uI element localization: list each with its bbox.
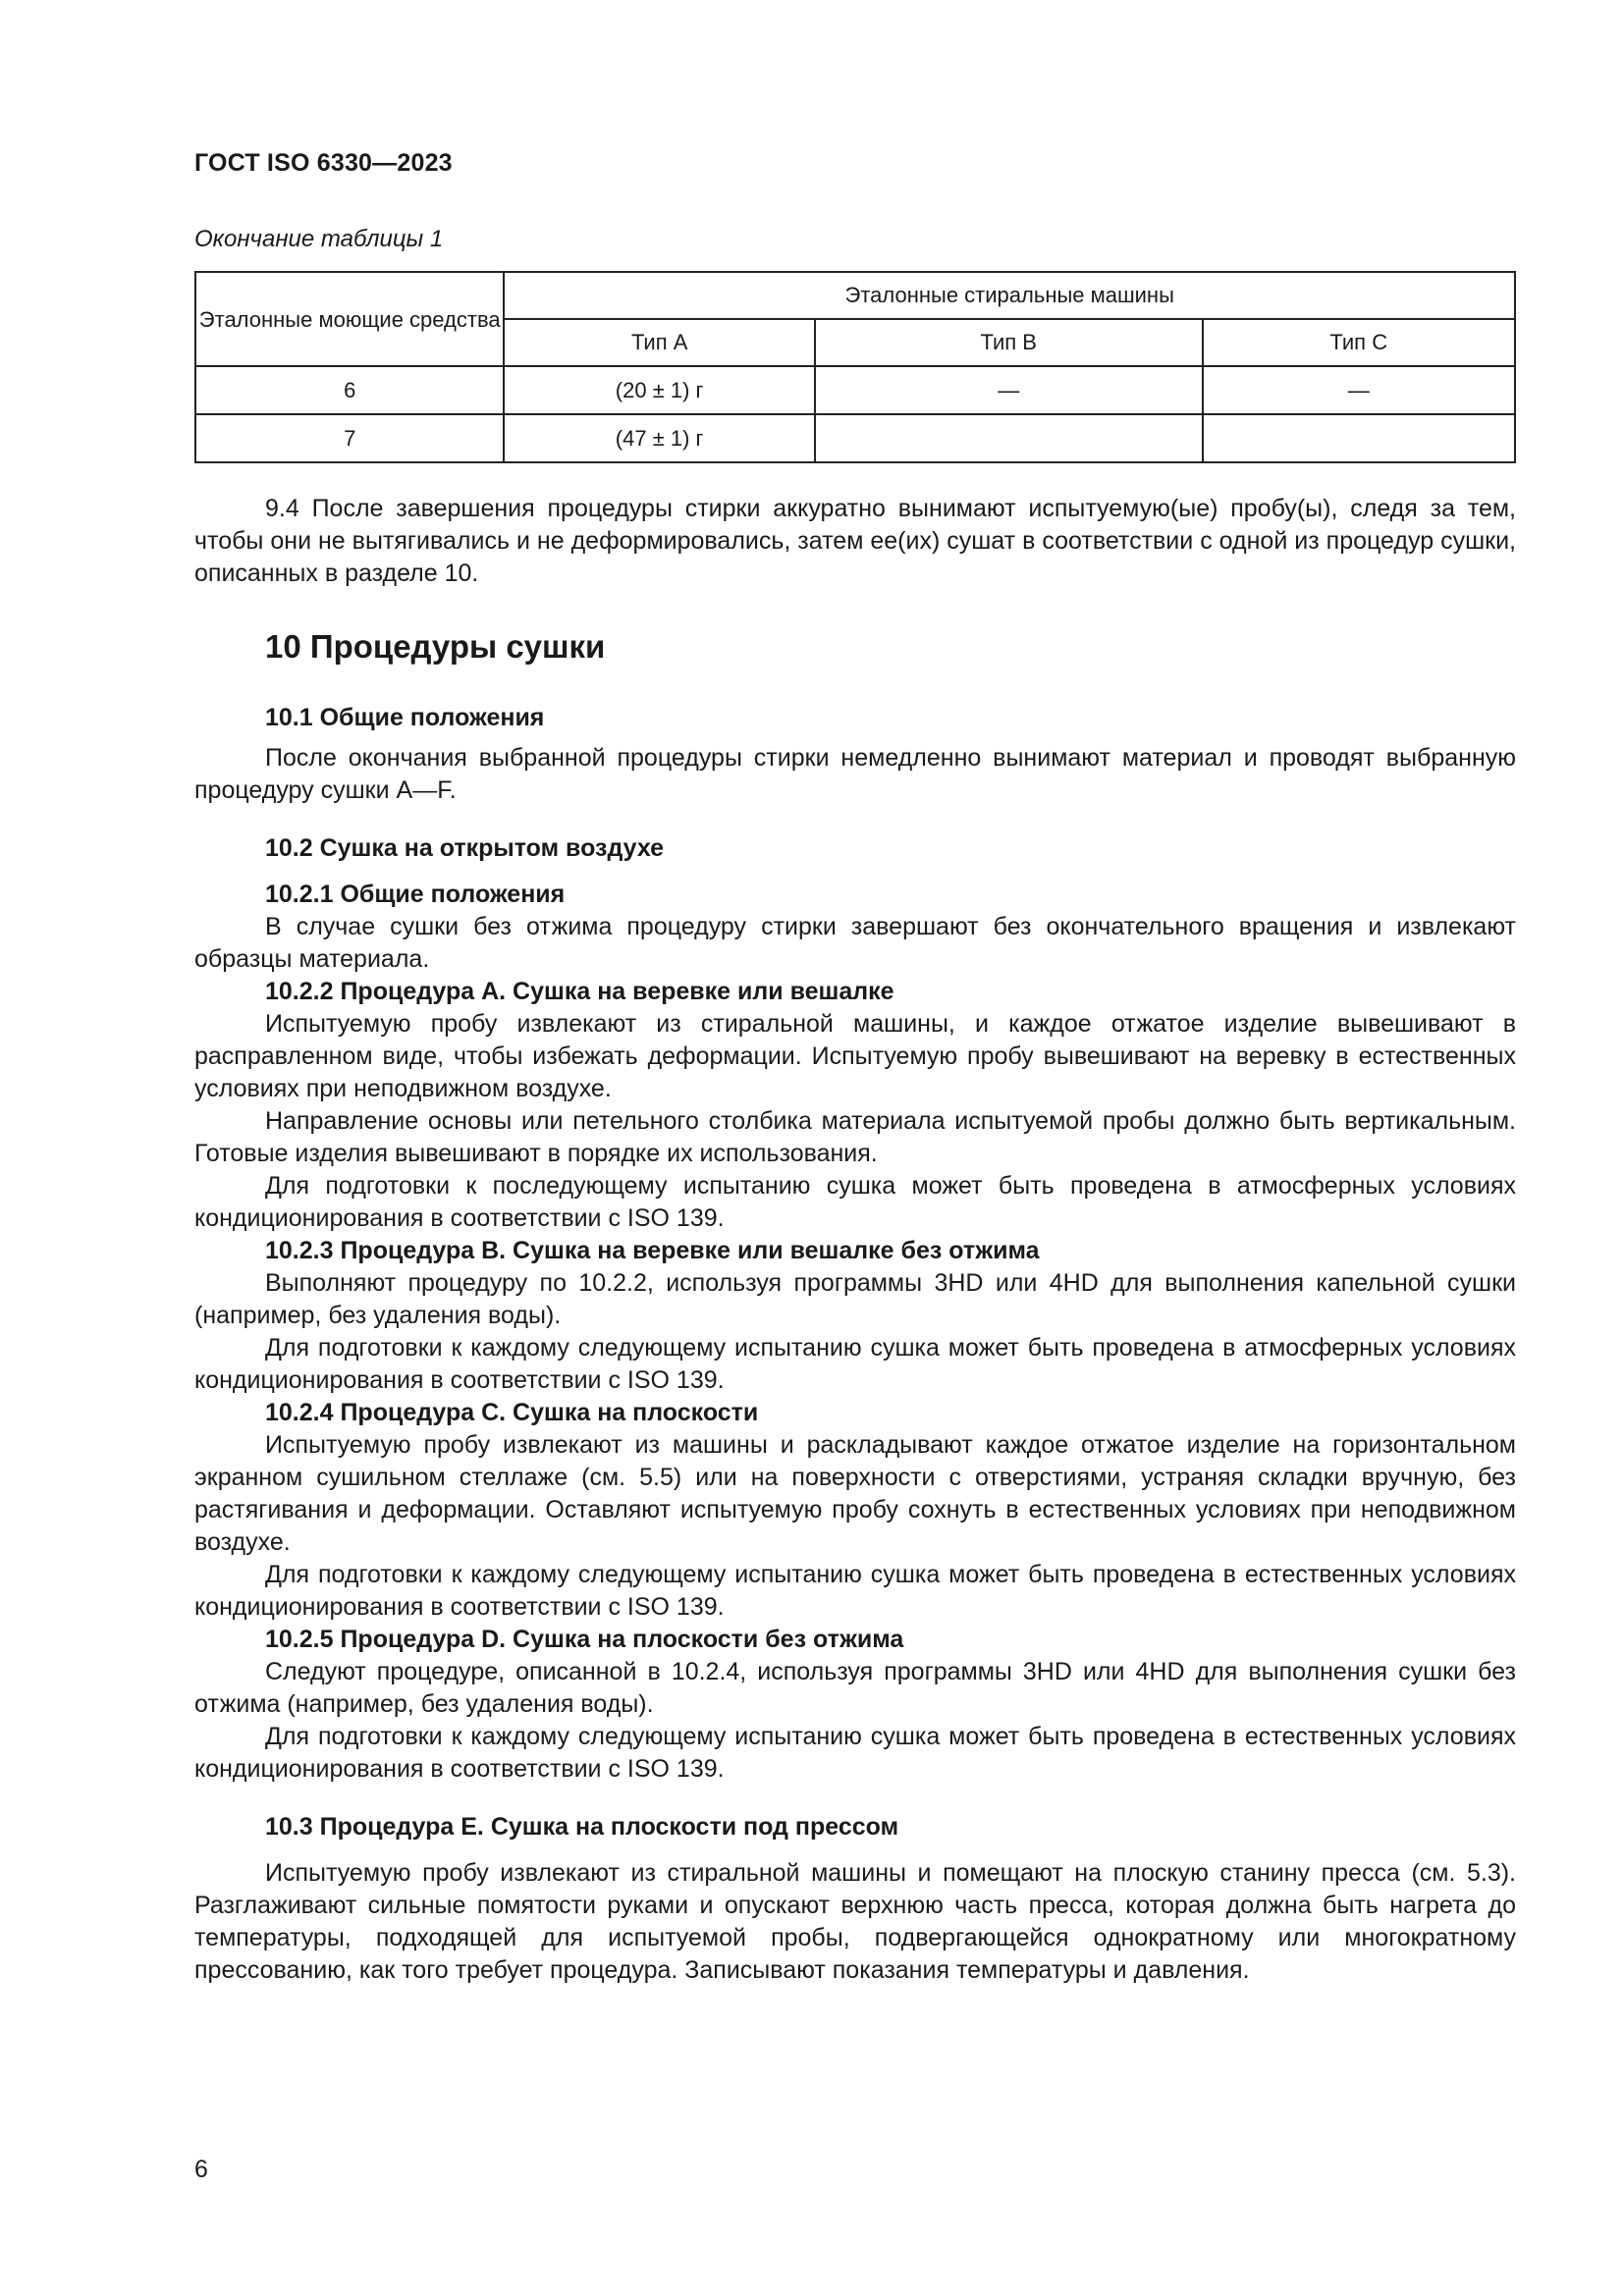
paragraph-10-2-3-b: Для подготовки к каждому следующему испытанию сушка может быть проведена в атмосферных условиях кондиционирования в соответствии с ISO 139. xyxy=(194,1334,1516,1394)
heading-10-3: 10.3 Процедура E. Сушка на плоскости под прессом xyxy=(265,1813,899,1841)
paragraph-10-2-5-b: Для подготовки к каждому следующему испытанию сушка может быть проведена в естественных условиях кондиционирования в соответствии с ISO 139. xyxy=(194,1723,1516,1783)
cell-type-b: — xyxy=(815,366,1203,414)
header-detergents: Эталонные моющие средства xyxy=(195,272,504,366)
heading-10-2-2: 10.2.2 Процедура A. Сушка на веревке или вешалке xyxy=(265,978,894,1005)
header-type-c: Тип C xyxy=(1203,319,1516,366)
paragraph-10-2-5-a: Следуют процедуре, описанной в 10.2.4, используя программы 3HD или 4HD для выполнения сушки без отжима (например, без удаления воды). xyxy=(194,1658,1516,1718)
paragraph-10-2-4-b: Для подготовки к каждому следующему испытанию сушка может быть проведена в естественных условиях кондиционирования в соответствии с ISO 139. xyxy=(194,1561,1516,1621)
heading-10-2-4: 10.2.4 Процедура C. Сушка на плоскости xyxy=(265,1399,759,1426)
cell-type-c: — xyxy=(1203,366,1516,414)
paragraph-10-1: После окончания выбранной процедуры стирки немедленно вынимают материал и проводят выбранную процедуру сушки A—F. xyxy=(194,744,1516,804)
header-type-b: Тип B xyxy=(815,319,1203,366)
heading-10-2: 10.2 Сушка на открытом воздухе xyxy=(265,834,665,862)
cell-type-c xyxy=(1203,414,1516,462)
document-body xyxy=(194,493,1516,1987)
paragraph-9-4: 9.4 После завершения процедуры стирки аккуратно вынимают испытуемую(ые) пробу(ы), следя за тем, чтобы они не вытягивались и не деформировались, затем ее(их) сушат в соответствии с одной из процедур сушки, описанных в разделе 10. xyxy=(194,495,1516,587)
page-number: 6 xyxy=(194,2156,208,2183)
cell-type-b xyxy=(815,414,1203,462)
paragraph-10-2-2-c: Для подготовки к последующему испытанию сушка может быть проведена в атмосферных условиях кондиционирования в соответствии с ISO 139. xyxy=(194,1172,1516,1232)
paragraph-10-2-3-a: Выполняют процедуру по 10.2.2, используя программы 3HD или 4HD для выполнения капельной сушки (например, без удаления воды). xyxy=(194,1269,1516,1329)
paragraph-10-2-2-a: Испытуемую пробу извлекают из стиральной машины, и каждое отжатое изделие вывешивают в расправленном виде, чтобы избежать деформации. Испытуемую пробу вывешивают на веревку в естественных условиях при неподвижном воздухе. xyxy=(194,1010,1516,1102)
paragraph-10-2-1: В случае сушки без отжима процедуру стирки завершают без окончательного вращения и извлекают образцы материала. xyxy=(194,913,1516,973)
cell-type-a: (47 ± 1) г xyxy=(504,414,814,462)
table-row xyxy=(195,414,1515,462)
paragraph-10-2-2-b: Направление основы или петельного столбика материала испытуемой пробы должно быть вертикальным. Готовые изделия вывешивают в порядке их использования. xyxy=(194,1107,1516,1167)
table-caption: Окончание таблицы 1 xyxy=(194,226,444,252)
paragraph-10-3: Испытуемую пробу извлекают из стиральной машины и помещают на плоскую станину пресса (см. 5.3). Разглаживают сильные помятости руками и опускают верхнюю часть пресса, которая должна быть нагрета до температуры, подходящей для испытуемой пробы, подвергающейся однократному или многократному прессованию, как того требует процедура. Записывают показания температуры и давления. xyxy=(194,1859,1516,1984)
header-type-a: Тип A xyxy=(504,319,814,366)
heading-10-1: 10.1 Общие положения xyxy=(265,704,545,731)
section-heading-10: 10 Процедуры сушки xyxy=(265,628,606,665)
heading-10-2-1: 10.2.1 Общие положения xyxy=(265,881,566,908)
heading-10-2-5: 10.2.5 Процедура D. Сушка на плоскости без отжима xyxy=(265,1626,904,1653)
cell-detergent: 6 xyxy=(195,366,504,414)
cell-type-a: (20 ± 1) г xyxy=(504,366,814,414)
table-row xyxy=(195,366,1515,414)
reference-table xyxy=(194,271,1516,463)
table-header-row xyxy=(195,272,1515,319)
paragraph-10-2-4-a: Испытуемую пробу извлекают из машины и раскладывают каждое отжатое изделие на горизонтальном экранном сушильном стеллаже (см. 5.5) или на поверхности с отверстиями, устраняя складки вручную, без растягивания и деформации. Оставляют испытуемую пробу сохнуть в естественных условиях при неподвижном воздухе. xyxy=(194,1431,1516,1556)
document-id-header: ГОСТ ISO 6330—2023 xyxy=(194,149,453,177)
cell-detergent: 7 xyxy=(195,414,504,462)
heading-10-2-3: 10.2.3 Процедура B. Сушка на веревке или вешалке без отжима xyxy=(265,1237,1040,1264)
header-machines: Эталонные стиральные машины xyxy=(504,272,1515,319)
